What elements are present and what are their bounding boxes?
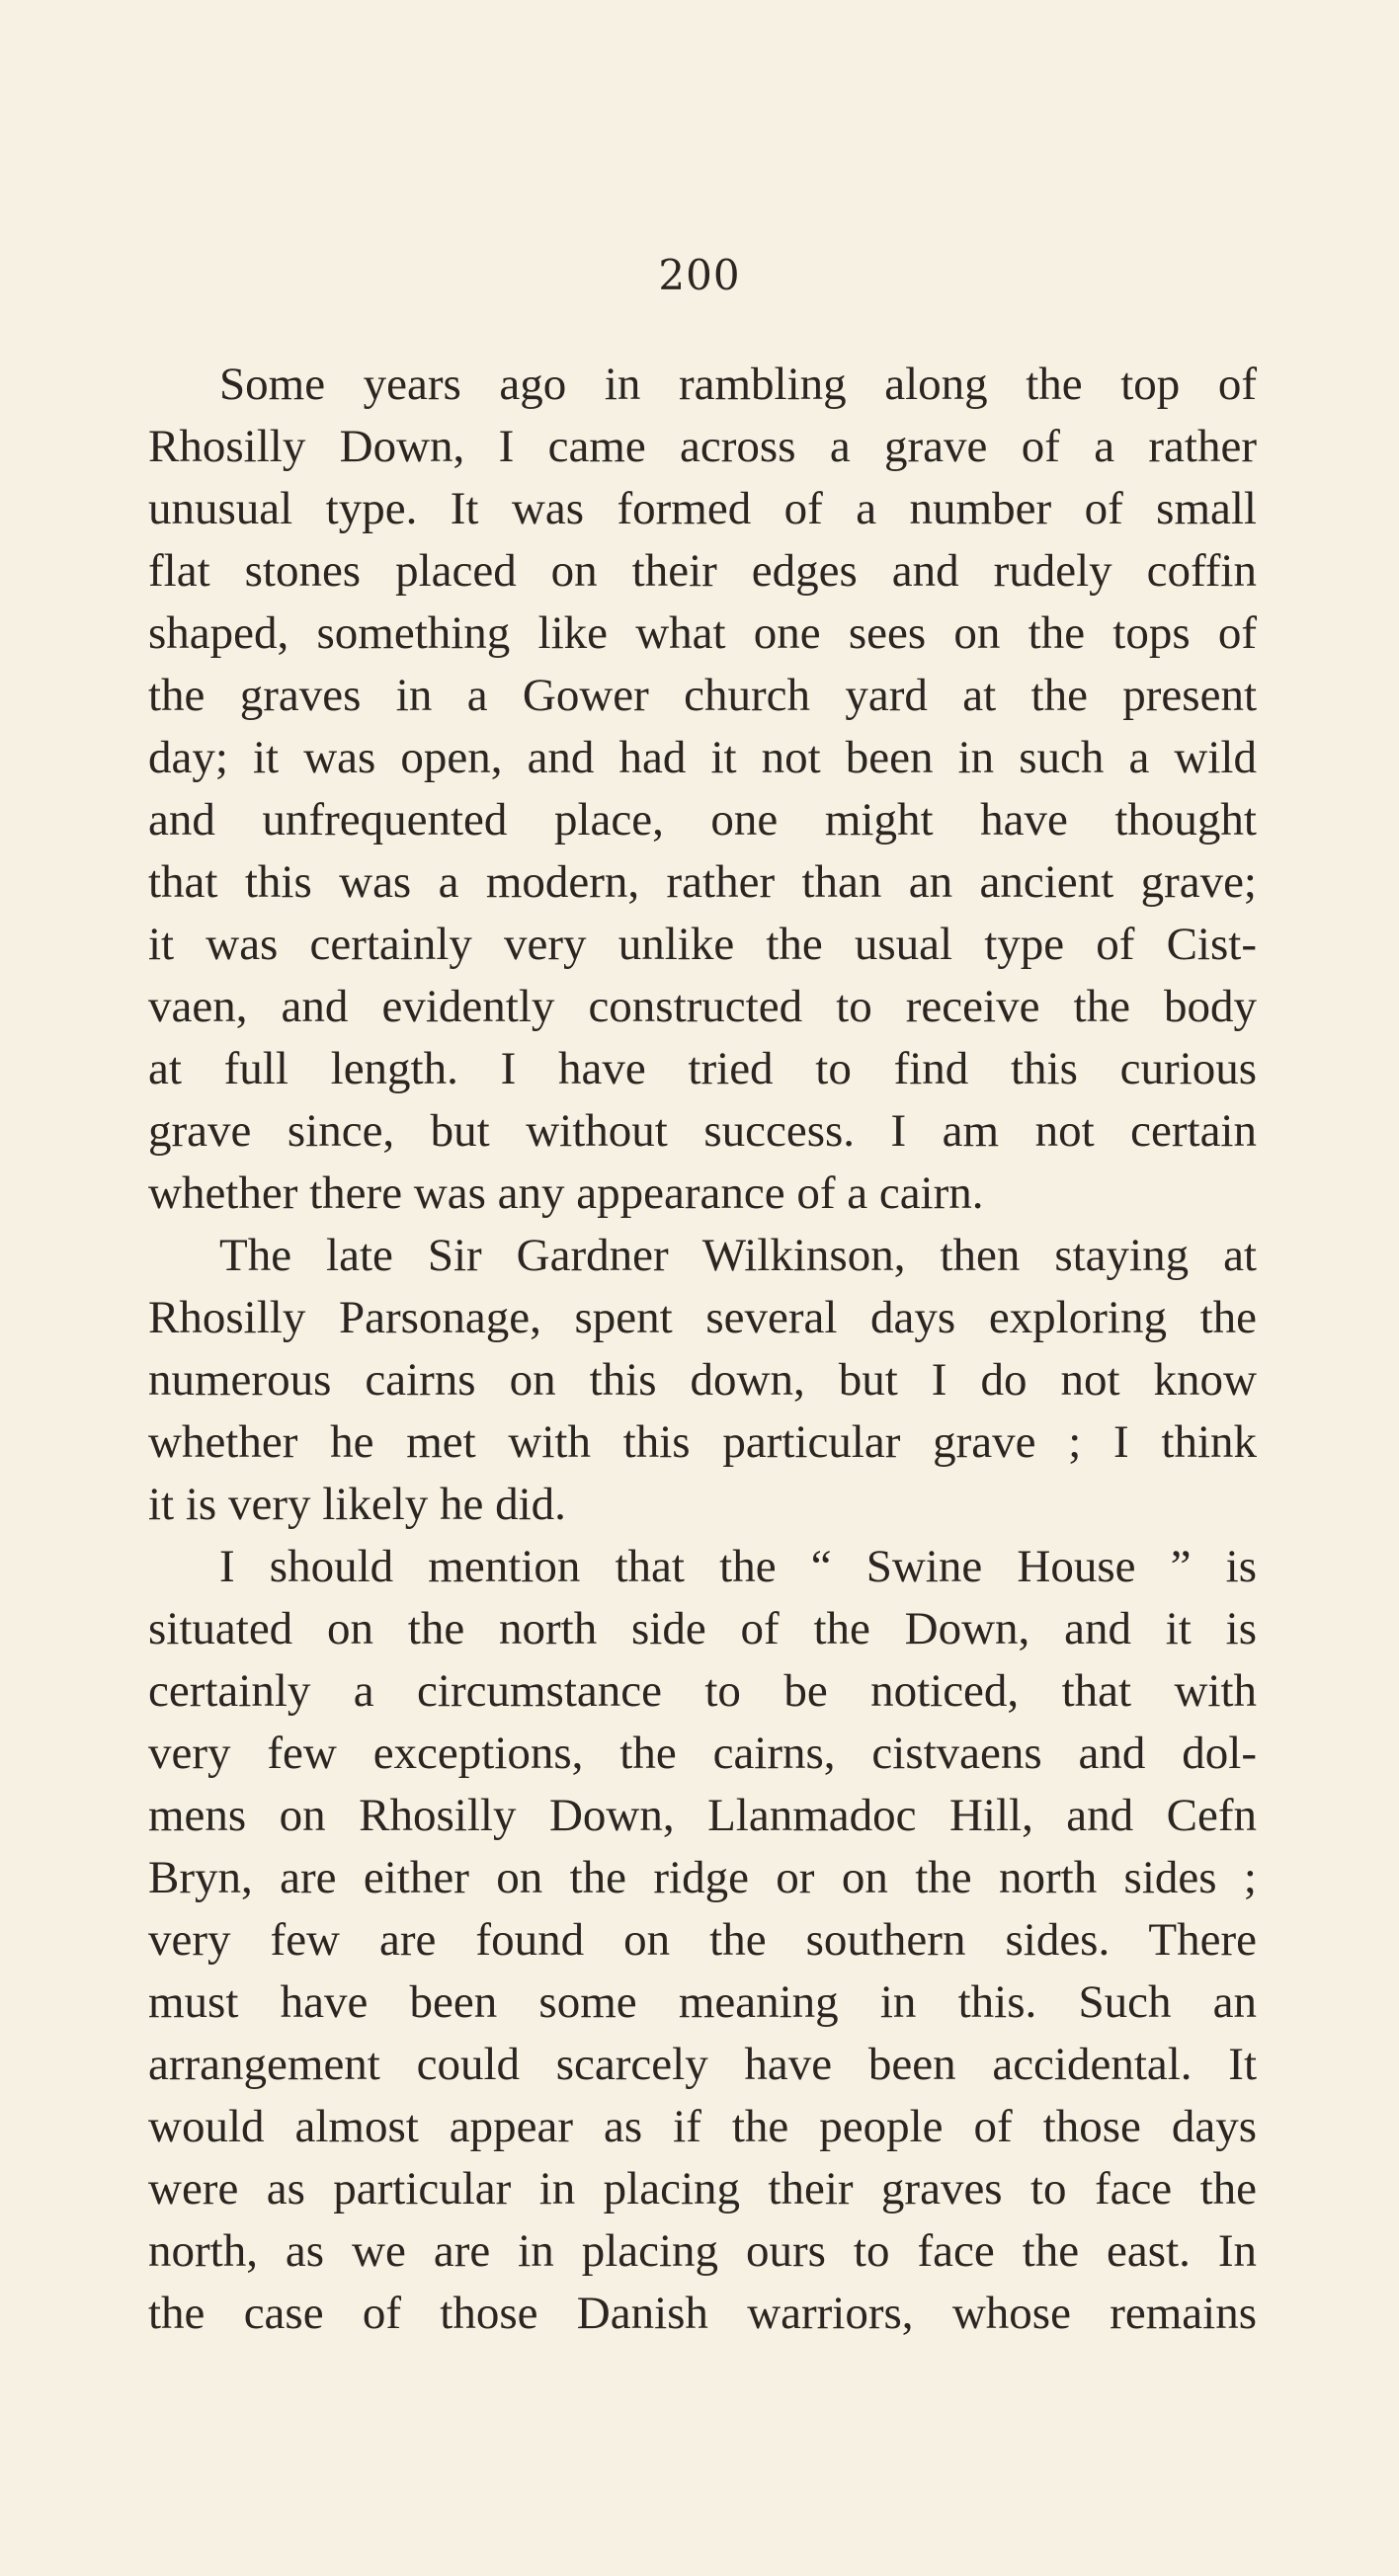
- text-line: very few are found on the southern sides. There: [148, 1914, 1257, 1966]
- text-line: arrangement could scarcely have been accidental. It: [148, 2039, 1257, 2090]
- text-line: it was certainly very unlike the usual type of Cist-: [148, 919, 1257, 970]
- text-line: were as particular in placing their graves to face the: [148, 2163, 1257, 2214]
- text-line: day; it was open, and had it not been in such a wild: [148, 732, 1257, 783]
- text-line: The late Sir Gardner Wilkinson, then staying at: [219, 1230, 1257, 1281]
- text-line: it is very likely he did.: [148, 1479, 566, 1530]
- text-line: the case of those Danish warriors, whose remains: [148, 2288, 1257, 2339]
- text-line: Some years ago in rambling along the top of: [219, 359, 1257, 410]
- text-line: I should mention that the “ Swine House ” is: [219, 1541, 1257, 1592]
- text-line: vaen, and evidently constructed to receive the body: [148, 981, 1257, 1032]
- text-line: flat stones placed on their edges and rudely coffin: [148, 545, 1257, 597]
- text-line: certainly a circumstance to be noticed, that with: [148, 1665, 1257, 1717]
- text-line: would almost appear as if the people of those days: [148, 2101, 1257, 2152]
- text-line: that this was a modern, rather than an ancient grave;: [148, 856, 1257, 908]
- text-line: very few exceptions, the cairns, cistvaens and dol-: [148, 1728, 1257, 1779]
- text-line: Rhosilly Parsonage, spent several days exploring the: [148, 1292, 1257, 1343]
- text-line: unusual type. It was formed of a number of small: [148, 483, 1257, 534]
- text-line: shaped, something like what one sees on the tops of: [148, 607, 1257, 659]
- text-line: numerous cairns on this down, but I do not know: [148, 1354, 1257, 1406]
- text-line: grave since, but without success. I am not certain: [148, 1105, 1257, 1157]
- paragraph-2: [148, 1225, 1257, 1536]
- text-line: north, as we are in placing ours to face the east. In: [148, 2225, 1257, 2277]
- body-text: [148, 354, 1257, 2345]
- paragraph-1: [148, 354, 1257, 1225]
- page-number: 200: [658, 251, 741, 299]
- text-line: at full length. I have tried to find this curious: [148, 1043, 1257, 1094]
- paragraph-3: [148, 1536, 1257, 2345]
- text-line: the graves in a Gower church yard at the present: [148, 670, 1257, 721]
- text-line: Rhosilly Down, I came across a grave of a rather: [148, 421, 1257, 472]
- text-line: must have been some meaning in this. Such an: [148, 1976, 1257, 2028]
- text-line: situated on the north side of the Down, and it is: [148, 1603, 1257, 1654]
- text-line: whether there was any appearance of a cairn.: [148, 1167, 984, 1219]
- text-line: whether he met with this particular grave ; I think: [148, 1416, 1257, 1468]
- text-line: Bryn, are either on the ridge or on the north sides ;: [148, 1852, 1257, 1903]
- text-line: and unfrequented place, one might have thought: [148, 794, 1257, 845]
- text-line: mens on Rhosilly Down, Llanmadoc Hill, and Cefn: [148, 1790, 1257, 1841]
